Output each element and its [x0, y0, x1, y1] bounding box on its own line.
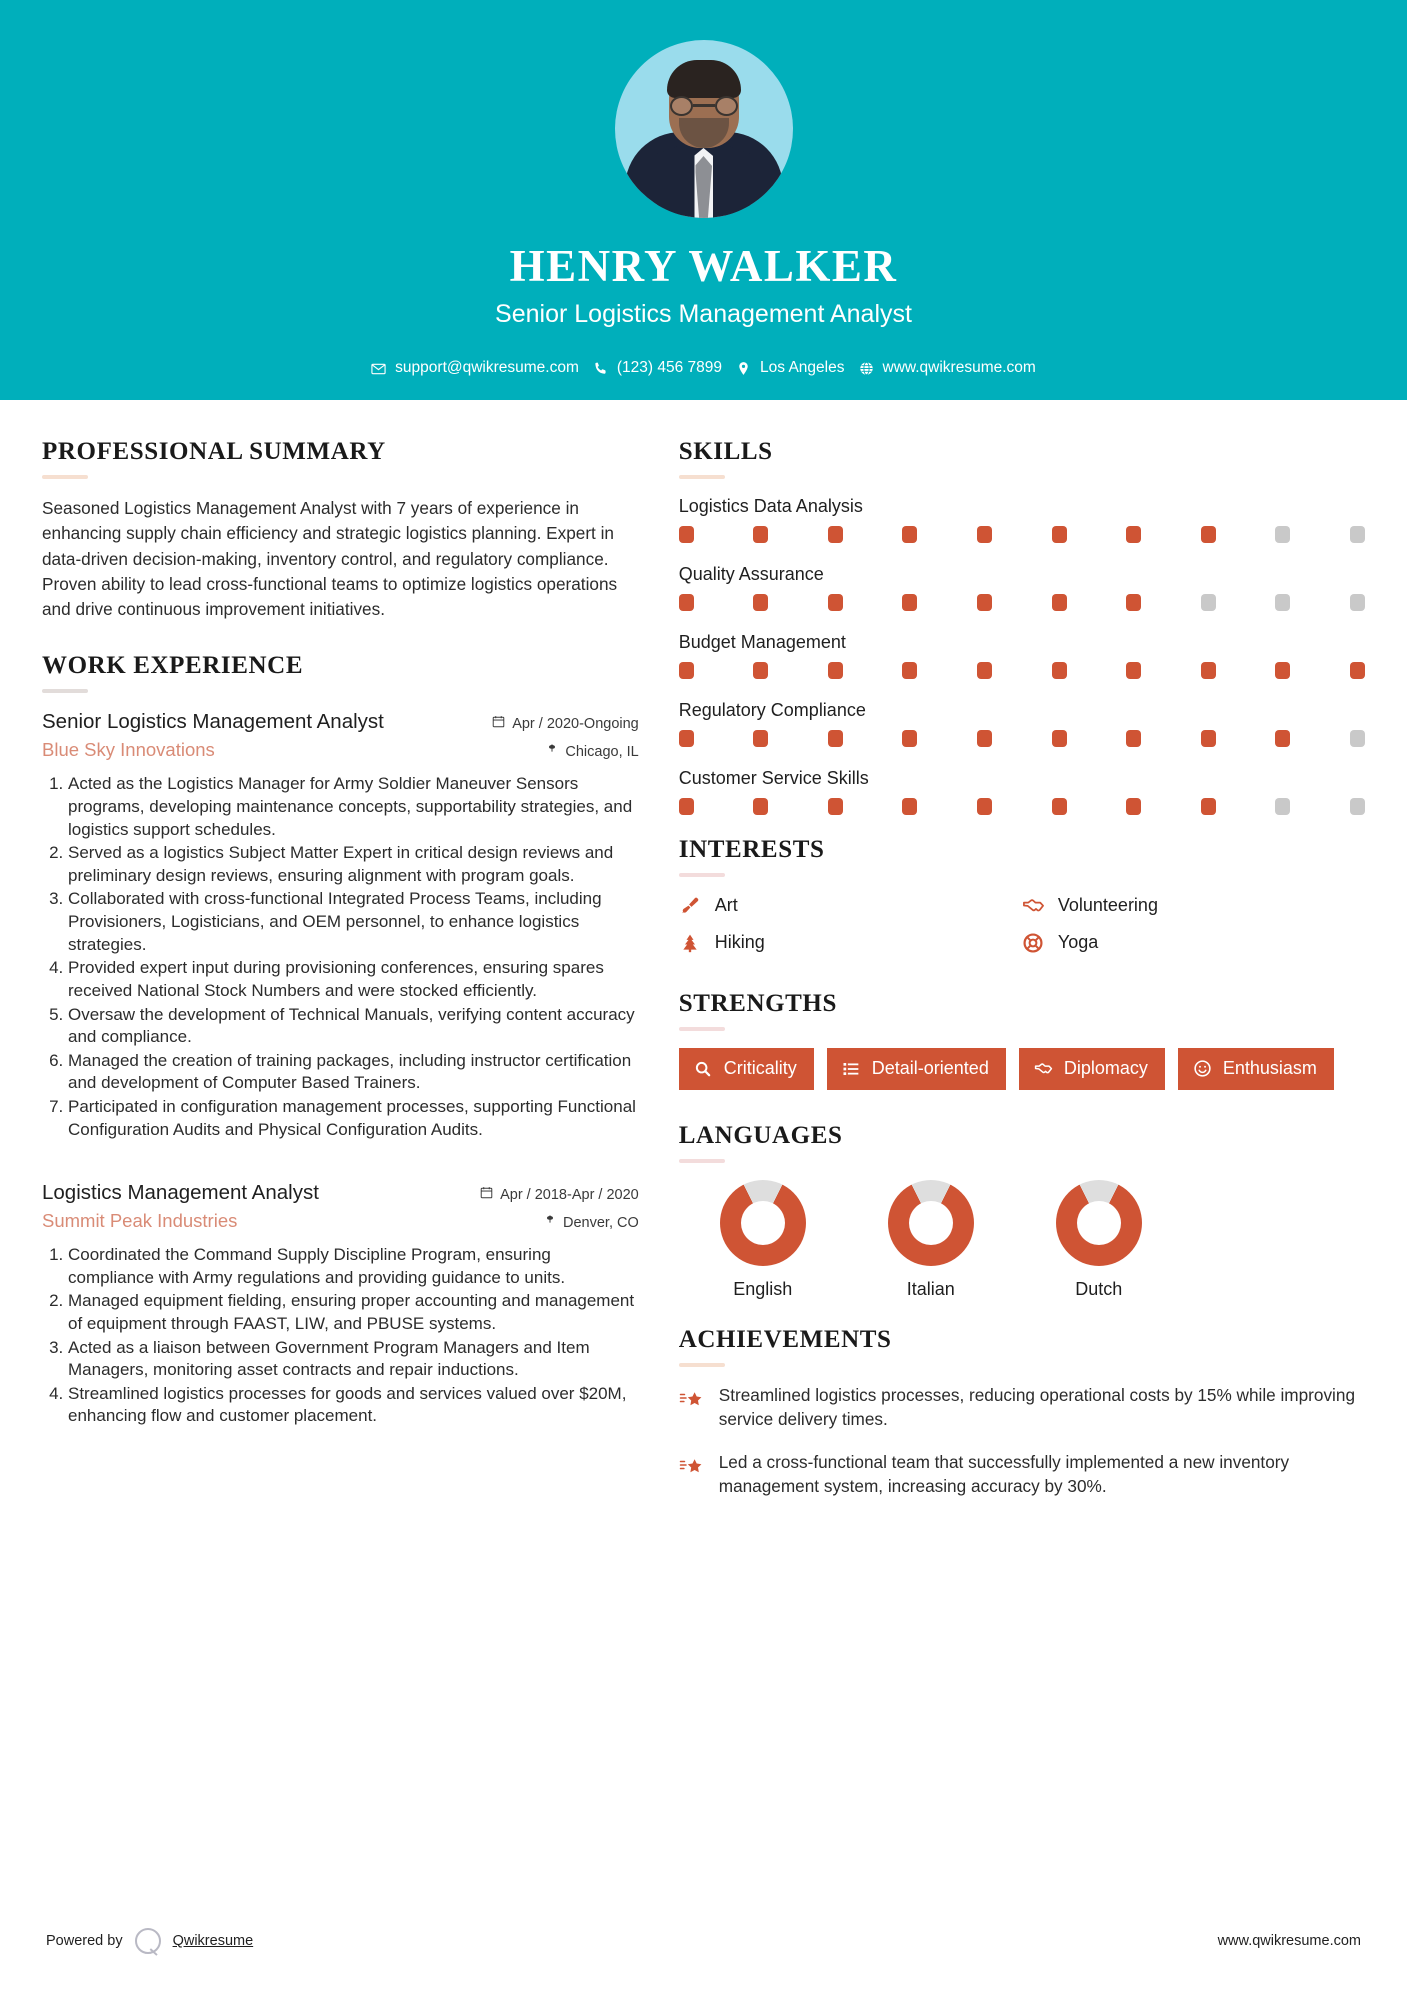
interest-item — [1022, 931, 1365, 954]
skill-name: Regulatory Compliance — [678, 700, 866, 720]
skill-dot-filled — [977, 730, 992, 747]
skill-rating — [679, 730, 1365, 747]
candidate-job-title: Senior Logistics Management Analyst — [495, 300, 912, 328]
summary-text: Seasoned Logistics Management Analyst with 7 years of experience in enhancing supply chain efficiency and strategic logistics planning. Expert in data-driven decision-making, inventory control, and regulatory compliance. Proven ability to lead cross-functional teams to optimize logistics operations and drive continuous improvement initiatives. — [42, 498, 618, 620]
contact-location[interactable] — [736, 359, 844, 377]
strength-badge-detail-oriented[interactable] — [827, 1048, 1006, 1090]
language-donut-chart — [888, 1180, 974, 1266]
skill-dot-filled — [1201, 730, 1216, 747]
skill-dot-filled — [753, 798, 768, 815]
skill-dot-empty — [1275, 798, 1290, 815]
skill-dot-filled — [977, 594, 992, 611]
language-name: Dutch — [1075, 1279, 1123, 1299]
skill-dot-filled — [753, 594, 768, 611]
section-professional-summary — [42, 438, 639, 622]
footer-website: www.qwikresume.com — [1217, 1933, 1361, 1949]
strength-label: Detail-oriented — [871, 1058, 989, 1078]
skill-dot-filled — [1201, 662, 1216, 679]
job-bullet: 1. Acted as the Logistics Manager for Army Soldier Maneuver Sensors programs, developing maintenance concepts, supportability strategies, and logistics support schedules. — [68, 773, 639, 841]
strengths-title: STRENGTHS — [678, 990, 837, 1017]
skill-dot-filled — [1052, 594, 1067, 611]
job-location-text: Chicago, IL — [565, 743, 639, 760]
job-bullet: 4. Provided expert input during provisioning conferences, ensuring spares received National Stock Numbers and were stocked efficiently. — [68, 957, 639, 1002]
interest-item — [679, 894, 1022, 917]
skill-dot-empty — [1350, 526, 1365, 543]
skill-dot-filled — [977, 798, 992, 815]
job-location — [544, 1214, 639, 1231]
skill-dot-filled — [1201, 526, 1216, 543]
skill-dot-filled — [902, 798, 917, 815]
job-bullet: 7. Participated in configuration management processes, supporting Functional Configuration Audits and Physical Configuration Audits. — [68, 1096, 639, 1141]
skill-rating — [679, 662, 1365, 679]
skill-name: Budget Management — [678, 632, 846, 652]
skill-dot-filled — [753, 662, 768, 679]
magnifier-icon — [694, 1059, 713, 1078]
skill-dot-filled — [679, 662, 694, 679]
interest-item — [1022, 894, 1365, 917]
skill-item — [679, 564, 1365, 611]
avatar-hair — [667, 60, 741, 98]
pine-tree-icon — [679, 931, 702, 954]
achievement-item — [679, 1384, 1365, 1431]
achievement-text: Led a cross-functional team that successfully implemented a new inventory management system, increasing accuracy by 30%. — [718, 1452, 1290, 1497]
languages-rule — [679, 1159, 725, 1163]
skill-dot-filled — [828, 662, 843, 679]
contact-website[interactable] — [859, 359, 1036, 377]
handshake-icon — [1022, 894, 1045, 917]
skill-dot-filled — [679, 526, 694, 543]
strength-label: Enthusiasm — [1222, 1058, 1317, 1078]
skill-name: Quality Assurance — [678, 564, 824, 584]
strength-label: Diplomacy — [1063, 1058, 1148, 1078]
footer-brand-block — [46, 1928, 253, 1954]
strengths-rule — [679, 1027, 725, 1031]
strength-badge-enthusiasm[interactable] — [1178, 1048, 1334, 1090]
section-strengths — [679, 990, 1365, 1090]
skill-rating — [679, 594, 1365, 611]
resume-body — [0, 400, 1407, 1519]
skill-rating — [679, 798, 1365, 815]
achievements-title: ACHIEVEMENTS — [678, 1326, 892, 1353]
job-bullet: 3. Acted as a liaison between Government Program Managers and Item Managers, monitoring asset contracts and repair inductions. — [68, 1337, 639, 1382]
job-bullet: 3. Collaborated with cross-functional Integrated Process Teams, including Provisioners, Logisticians, and OEM personnel, to enhance logistics strategies. — [68, 888, 639, 956]
job-entry — [42, 1181, 639, 1428]
skill-dot-filled — [902, 730, 917, 747]
skill-dot-filled — [902, 662, 917, 679]
calendar-icon — [480, 1186, 493, 1203]
achievements-rule — [679, 1363, 725, 1367]
skill-dot-filled — [1275, 662, 1290, 679]
skill-dot-filled — [828, 594, 843, 611]
languages-title: LANGUAGES — [678, 1122, 843, 1149]
experience-title: WORK EXPERIENCE — [42, 652, 304, 680]
skill-dot-filled — [679, 730, 694, 747]
job-company: Blue Sky Innovations — [42, 739, 215, 761]
interest-label: Art — [714, 895, 738, 915]
globe-icon — [859, 361, 874, 376]
donut-hole — [1077, 1201, 1121, 1245]
achievement-text: Streamlined logistics processes, reducing operational costs by 15% while improving service delivery times. — [718, 1385, 1355, 1429]
resume-header — [0, 0, 1407, 400]
strength-label: Criticality — [723, 1058, 797, 1078]
avatar-glasses-left — [670, 96, 693, 116]
interest-label: Volunteering — [1057, 895, 1158, 915]
language-item — [679, 1180, 847, 1300]
job-entry — [42, 710, 639, 1141]
skill-dot-filled — [1126, 594, 1141, 611]
candidate-name: HENRY WALKER — [509, 241, 898, 291]
section-work-experience — [42, 652, 639, 1428]
achievement-item — [679, 1451, 1365, 1498]
language-name: English — [733, 1279, 793, 1299]
skill-dot-filled — [828, 526, 843, 543]
job-bullet: 2. Managed equipment fielding, ensuring proper accounting and management of equipment through FAAST, LIW, and PBUSE systems. — [68, 1290, 639, 1335]
phone-icon — [593, 361, 608, 376]
contact-website-text: www.qwikresume.com — [882, 359, 1036, 376]
footer-brand-link[interactable]: Qwikresume — [172, 1933, 254, 1949]
contact-row — [371, 359, 1036, 377]
job-dates — [480, 1186, 639, 1203]
skill-dot-empty — [1275, 594, 1290, 611]
skill-dot-filled — [977, 662, 992, 679]
skill-dot-filled — [1052, 798, 1067, 815]
languages-list — [679, 1180, 1365, 1300]
section-languages — [679, 1122, 1365, 1300]
contact-phone-text: (123) 456 7899 — [616, 359, 723, 376]
skill-item — [679, 496, 1365, 543]
skill-dot-empty — [1201, 594, 1216, 611]
skill-dot-filled — [753, 526, 768, 543]
left-column — [42, 438, 639, 1519]
skill-dot-filled — [753, 730, 768, 747]
donut-hole — [909, 1201, 953, 1245]
language-donut-chart — [720, 1180, 806, 1266]
lifebuoy-icon — [1022, 931, 1045, 954]
map-pin-icon — [546, 743, 558, 760]
job-bullet: 2. Served as a logistics Subject Matter Expert in critical design reviews and preliminary design reviews, ensuring alignment with program goals. — [68, 842, 639, 887]
skill-item — [679, 700, 1365, 747]
skill-dot-filled — [1350, 662, 1365, 679]
skill-dot-filled — [679, 798, 694, 815]
handshake-icon — [1034, 1059, 1053, 1078]
envelope-icon — [371, 361, 386, 376]
skill-dot-filled — [828, 730, 843, 747]
job-location-text: Denver, CO — [563, 1214, 639, 1231]
interests-rule — [679, 873, 725, 877]
skill-dot-filled — [1052, 662, 1067, 679]
job-dates — [492, 715, 639, 732]
skill-dot-filled — [1126, 662, 1141, 679]
interest-label: Hiking — [714, 932, 765, 952]
skill-dot-empty — [1350, 798, 1365, 815]
skill-dot-filled — [902, 526, 917, 543]
job-bullet: 5. Oversaw the development of Technical Manuals, verifying content accuracy and compliance. — [68, 1004, 639, 1049]
skills-title: SKILLS — [678, 438, 773, 465]
language-name: Italian — [906, 1279, 955, 1299]
calendar-icon — [492, 715, 505, 732]
experience-rule — [42, 689, 88, 693]
interests-title: INTERESTS — [678, 836, 825, 863]
section-achievements — [679, 1326, 1365, 1499]
skill-dot-filled — [828, 798, 843, 815]
smiley-icon — [1193, 1059, 1212, 1078]
skill-name: Customer Service Skills — [678, 768, 869, 788]
job-location — [546, 743, 638, 760]
skill-dot-filled — [1201, 798, 1216, 815]
contact-email[interactable] — [371, 359, 579, 377]
summary-title: PROFESSIONAL SUMMARY — [42, 438, 386, 465]
skill-item — [679, 632, 1365, 679]
summary-rule — [42, 475, 88, 479]
language-item — [847, 1180, 1015, 1300]
skill-dot-empty — [1275, 526, 1290, 543]
map-pin-icon — [544, 1214, 556, 1231]
shooting-star-icon — [679, 1387, 705, 1413]
paintbrush-icon — [679, 894, 702, 917]
skill-dot-filled — [902, 594, 917, 611]
donut-hole — [741, 1201, 785, 1245]
section-interests — [679, 836, 1365, 954]
location-pin-icon — [736, 361, 751, 376]
skill-item — [679, 768, 1365, 815]
skill-dot-filled — [977, 526, 992, 543]
job-role: Senior Logistics Management Analyst — [42, 710, 384, 734]
job-bullet: 4. Streamlined logistics processes for goods and services valued over $20M, enhancing flow and customer placement. — [68, 1383, 639, 1428]
skill-dot-empty — [1350, 594, 1365, 611]
skill-dot-empty — [1350, 730, 1365, 747]
language-donut-chart — [1056, 1180, 1142, 1266]
list-icon — [842, 1059, 861, 1078]
contact-email-text: support@qwikresume.com — [395, 359, 579, 376]
avatar-glasses-bridge — [693, 104, 715, 107]
skills-rule — [679, 475, 725, 479]
interests-grid — [679, 894, 1365, 954]
skill-rating — [679, 526, 1365, 543]
strength-badge-diplomacy[interactable] — [1019, 1048, 1165, 1090]
contact-phone[interactable] — [593, 359, 722, 377]
skills-list — [679, 496, 1365, 815]
powered-by-label: Powered by — [46, 1933, 123, 1949]
skill-dot-filled — [1126, 526, 1141, 543]
language-item — [1015, 1180, 1183, 1300]
job-bullets — [42, 1244, 639, 1428]
skill-dot-filled — [1126, 730, 1141, 747]
qwikresume-logo-icon — [135, 1928, 161, 1954]
job-dates-text: Apr / 2020-Ongoing — [512, 715, 639, 732]
job-bullets — [42, 773, 639, 1141]
strengths-list — [679, 1048, 1365, 1090]
skill-dot-filled — [1052, 526, 1067, 543]
job-bullet: 1. Coordinated the Command Supply Discipline Program, ensuring compliance with Army regulations and providing guidance to units. — [68, 1244, 639, 1289]
interest-label: Yoga — [1057, 932, 1099, 952]
avatar — [615, 40, 793, 218]
contact-location-text: Los Angeles — [760, 359, 845, 376]
skill-name: Logistics Data Analysis — [678, 496, 863, 516]
section-skills — [679, 438, 1365, 815]
interest-item — [679, 931, 1022, 954]
right-column — [679, 438, 1365, 1519]
job-role: Logistics Management Analyst — [42, 1181, 319, 1205]
footer — [0, 1928, 1407, 1954]
avatar-glasses-right — [715, 96, 738, 116]
skill-dot-filled — [1052, 730, 1067, 747]
skill-dot-filled — [1126, 798, 1141, 815]
skill-dot-filled — [1275, 730, 1290, 747]
skill-dot-filled — [679, 594, 694, 611]
job-bullet: 6. Managed the creation of training packages, including instructor certification and development of Computer Based Trainers. — [68, 1050, 639, 1095]
job-dates-text: Apr / 2018-Apr / 2020 — [500, 1186, 639, 1203]
strength-badge-criticality[interactable] — [679, 1048, 814, 1090]
job-company: Summit Peak Industries — [42, 1210, 238, 1232]
shooting-star-icon — [679, 1454, 705, 1480]
